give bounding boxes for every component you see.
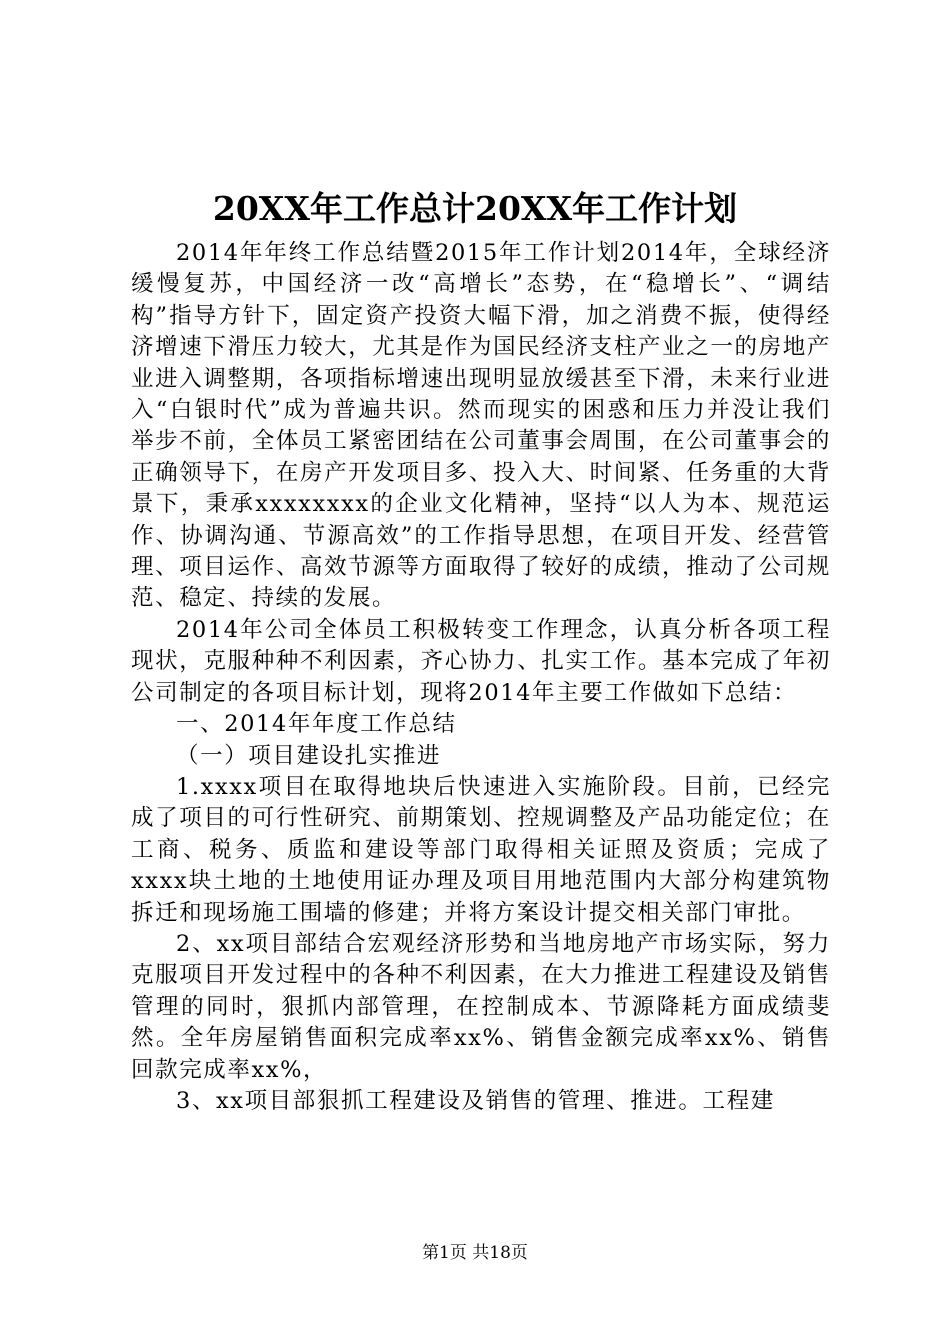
paragraph: 1.xxxx项目在取得地块后快速进入实施阶段。目前，已经完成了项目的可行性研究、前期策划、控规调整及产品功能定位；在工商、税务、质监和建设等部门取得相关证照及资质；完成了xxxx块土地的土地使用证办理及项目用地范围内大部分构建筑物拆迁和现场施工围墙的修建；并将方案设计提交相关部门审批。 — [131, 773, 831, 926]
page-number-footer: 第1页 共18页 — [422, 1243, 528, 1263]
paragraph: 2014年公司全体员工积极转变工作理念，认真分析各项工程现状，克服种种不利因素，齐心协力、扎实工作。基本完成了年初公司制定的各项目标计划，现将2014年主要工作做如下总结： — [131, 616, 831, 706]
section-heading: 一、2014年年度工作总结 — [176, 711, 457, 738]
document-body — [131, 238, 831, 1117]
subsection-heading: （一）项目建设扎实推进 — [176, 742, 442, 769]
paragraph: 2014年年终工作总结暨2015年工作计划2014年，全球经济缓慢复苏，中国经济一改“高增长”态势，在“稳增长”、“调结构”指导方针下，固定资产投资大幅下滑，加之消费不振，使得经济增速下滑压力较大，尤其是作为国民经济支柱产业之一的房地产业进入调整期，各项指标增速出现明显放缓甚至下滑，未来行业进入“白银时代”成为普遍共识。然而现实的困惑和压力并没让我们举步不前，全体员工紧密团结在公司董事会周围，在公司董事会的正确领导下，在房产开发项目多、投入大、时间紧、任务重的大背景下，秉承xxxxxxxx的企业文化精神，坚持“以人为本、规范运作、协调沟通、节源高效”的工作指导思想，在项目开发、经营管理、项目运作、高效节源等方面取得了较好的成绩，推动了公司规范、稳定、持续的发展。 — [131, 240, 831, 612]
paragraph: 3、xx项目部狠抓工程建设及销售的管理、推进。工程建 — [176, 1087, 775, 1114]
document-title: 20XX年工作总计20XX年工作计划 — [212, 189, 738, 228]
paragraph: 2、xx项目部结合宏观经济形势和当地房地产市场实际，努力克服项目开发过程中的各种不利因素，在大力推进工程建设及销售管理的同时，狠抓内部管理，在控制成本、节源降耗方面成绩斐然。全年房屋销售面积完成率xx%、销售金额完成率xx%、销售回款完成率xx%， — [131, 930, 831, 1083]
